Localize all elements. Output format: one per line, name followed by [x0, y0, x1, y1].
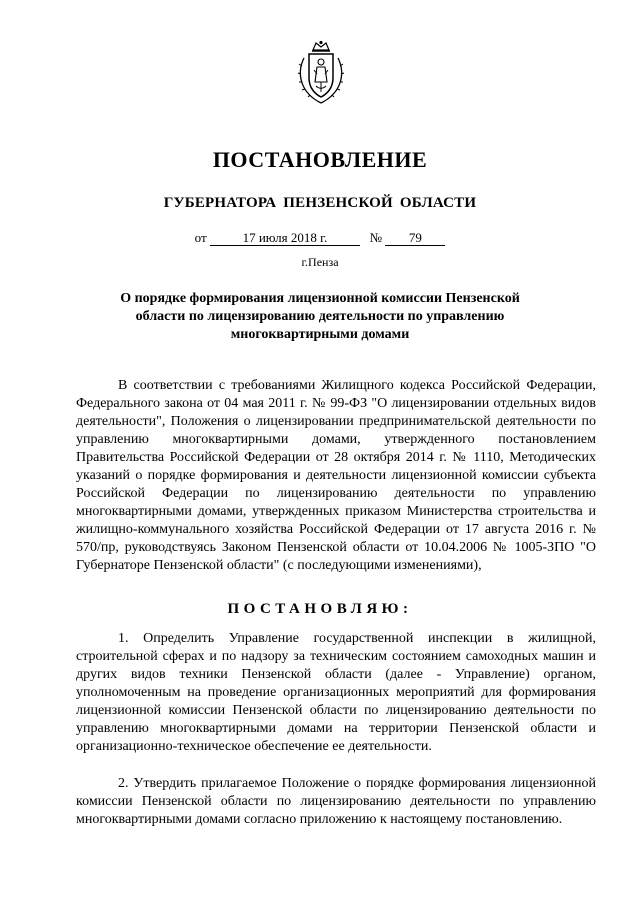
point-2-paragraph: 2. Утвердить прилагаемое Положение о порядке формирования лицензионной комиссии Пензенской области по лицензированию деятельности по управлению многоквартирными домами согласно приложению к настоящему постановлению.: [76, 776, 596, 827]
document-date: 17 июля 2018 г.: [210, 231, 360, 246]
city-name: г.Пенза: [301, 255, 339, 269]
document-title: О порядке формирования лицензионной комиссии Пензенской области по лицензированию деятельности по управлению многоквартирными домами: [120, 291, 520, 342]
preamble-paragraph: В соответствии с требованиями Жилищного кодекса Российской Федерации, Федерального закона от 04 мая 2011 г. № 99-ФЗ "О лицензировании отдельных видов деятельности", Положения о лицензировании предпринимательской деятельности по управлению многоквартирными домами, утвержденного постановлением Правительства Российской Федерации от 28 октября 2014 г. № 1110, Методических указаний о порядке формирования и деятельности лицензионной комиссии субъекта Российской Федерации по лицензированию деятельности по управлению многоквартирными домами, утвержденных приказом Министерства строительства и жилищно-коммунального хозяйства Российской Федерации от 17 августа 2016 г. № 570/пр, руководствуясь Законом Пензенской области от 10.04.2006 № 1005-ЗПО "О Губернаторе Пензенской области" (с последующими изменениями),: [76, 378, 596, 573]
number-sign: №: [369, 230, 383, 245]
document-type-heading: ПОСТАНОВЛЕНИЕ: [212, 147, 428, 172]
date-number-line: [0, 230, 640, 246]
resolve-heading: ПОСТАНОВЛЯЮ:: [227, 601, 413, 617]
document-number: 79: [385, 231, 445, 246]
date-prefix: от: [194, 230, 207, 245]
coat-of-arms-emblem-icon: [296, 40, 346, 106]
issuing-authority: ГУБЕРНАТОРА ПЕНЗЕНСКОЙ ОБЛАСТИ: [163, 195, 477, 211]
point-1-paragraph: 1. Определить Управление государственной инспекции в жилищной, строительной сферах и по надзору за техническим состоянием самоходных машин и других видов техники Пензенской области (далее - Управление) органом, уполномоченным на проведение организационных мероприятий для формирования лицензионной комиссии Пензенской области по лицензированию деятельности по управлению многоквартирными домами на территории Пензенской области и организационно-техническое обеспечение ее деятельности.: [76, 631, 596, 754]
